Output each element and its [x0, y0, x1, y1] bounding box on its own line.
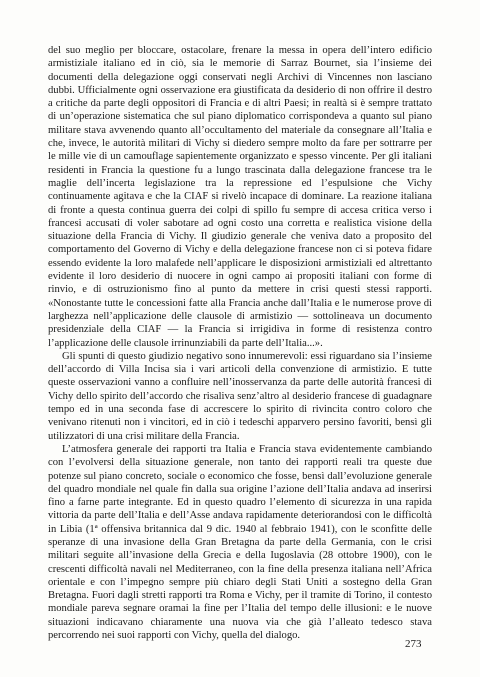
- paragraph-1: del suo meglio per bloccare, ostacolare, frenare la messa in opera dell’intero edificio armistiziale italiano ed in ciò, sia le memorie di Sarraz Bournet, sia l’insieme dei documenti della delegazione oggi conservati negli Archivi di Vincennes non lasciano dubbi. Ufficialmente ogni osservazione era giustificata da desiderio di non offrire il destro a critiche da parte degli oppositori di Francia e di altri Paesi; in realtà si è sempre trattato di un’operazione sistematica che sul piano diplomatico corrispondeva a quanto sul piano militare stava avvenendo quanto all’occultamento del materiale da consegnare all’Italia e che, invece, le autorità militari di Vichy si diedero sempre molto da fare per sottrarre per le mille vie di un camouflage sapientemente organizzato e spesso vincente. Per gli italiani residenti in Francia la questione fu a lungo trascinata dalla delegazione francese tra le maglie dell’incerta legislazione tra la repressione ed l’espulsione che Vichy continuamente agitava e che la CIAF si rivelò incapace di dominare. La reazione italiana di fronte a questa continua guerra dei colpi di spillo fu sempre di accesa critica verso i francesi accusati di voler sabotare ad ogni costo una corretta e realistica visione della situazione della Francia di Vichy. Il giudizio generale che veniva dato a proposito del comportamento del Governo di Vichy e della delegazione francese non ci si poteva fidare essendo evidente la loro malafede nell’applicare le disposizioni armistiziali ed altrettanto evidente il loro desiderio di nuocere in ogni campo ai propositi italiani con forme di rinvio, e di ostruzionismo fino al punto da mettere in crisi questi stessi rapporti. «Nonostante tutte le concessioni fatte alla Francia anche dall’Italia e le numerose prove di larghezza nell’applicazione delle clausole di armistizio — sottolineava un documento presidenziale della CIAF — la Francia si irrigidiva in forme di resistenza contro l’applicazione delle clausole irrinunziabili da parte dell’Italia...».: [48, 45, 432, 349]
- page-number: 273: [405, 638, 422, 650]
- paragraph-2: Gli spunti di questo giudizio negativo sono innumerevoli: essi riguardano sia l’insieme dell’accordo di Villa Incisa sia i vari articoli della convenzione di armistizio. E tutte queste osservazioni vanno a confluire nell’inosservanza da parte delle autorità francesi di Vichy dello spirito dell’accordo che risaliva senz’altro al desiderio francese di guadagnare tempo ed in una seconda fase di accrescere lo spirito di rivincita contro coloro che venivano ritenuti non i vincitori, ed in ciò i tedeschi apparvero persino favoriti, bensì gli utilizzatori di una crisi militare della Francia.: [48, 350, 432, 442]
- paragraph-3: L’atmosfera generale dei rapporti tra Italia e Francia stava evidentemente cambiando con l’evolversi della situazione generale, non tanto dei rapporti reali tra queste due potenze sul piano concreto, sociale o economico che fosse, bensì dall’evoluzione generale del quadro mondiale nel quale fin dalla sua origine l’azione dell’Italia andava ad inserirsi fino a farne parte integrante. Ed in questo quadro l’elemento di sicurezza in una rapida vittoria da parte dell’Italia e dell’Asse andava rapidamente deteriorandosi con le difficoltà in Libia (1ª offensiva britannica dal 9 dic. 1940 al febbraio 1941), con le sconfitte delle speranze di una invasione della Gran Bretagna da parte della Germania, con le crisi militari seguite all’invasione della Grecia e della Iugoslavia (28 ottobre 1900), con le crescenti difficoltà navali nel Mediterraneo, con la fine della presenza italiana nell’Africa orientale e con l’impegno sempre più chiaro degli Stati Uniti a sostegno della Gran Bretagna. Fuori dagli stretti rapporti tra Roma e Vichy, per il tramite di Torino, il contesto mondiale pareva segnare oramai la fine per l’Italia del tempo delle illusioni: e le nuove situazioni indicavano chiaramente una nuova via che già l’alleato tedesco stava percorrendo nei suoi rapporti con Vichy, quella del dialogo.: [48, 443, 432, 642]
- document-page: [48, 44, 432, 642]
